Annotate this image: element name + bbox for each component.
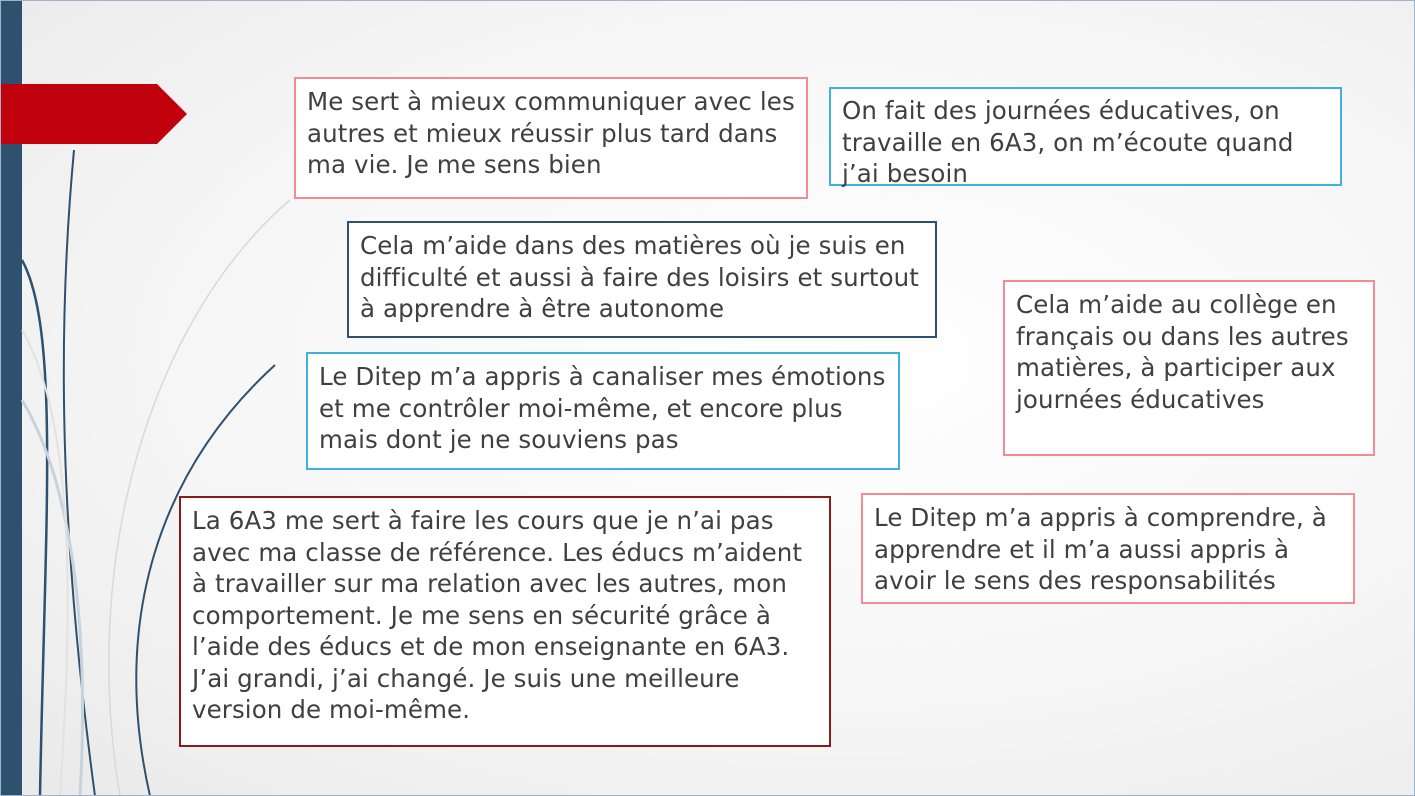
note-college-text: Cela m’aide au collège en français ou dans les autres matières, à participer aux journées éducatives [1016, 290, 1357, 414]
note-emotions [306, 352, 900, 470]
note-communiquer-text: Me sert à mieux communiquer avec les autres et mieux réussir plus tard dans ma vie. Je me sens bien [307, 87, 803, 179]
note-autonome-text: Cela m’aide dans des matières où je suis en difficulté et aussi à faire des loisirs et surtout à apprendre à être autonome [360, 231, 927, 323]
note-6a3 [179, 496, 831, 747]
note-journees-educatives [829, 87, 1342, 186]
note-journees-text: On fait des journées éducatives, on travaille en 6A3, on m’écoute quand j’ai besoin [842, 96, 1302, 188]
note-emotions-text: Le Ditep m’a appris à canaliser mes émotions et me contrôler moi-même, et encore plus mais dont je ne souviens pas [319, 362, 894, 454]
red-arrow-shape [0, 84, 187, 144]
note-responsabilites-text: Le Ditep m’a appris à comprendre, à apprendre et il m’a aussi appris à avoir le sens des responsabilités [874, 503, 1335, 595]
note-responsabilites [861, 493, 1355, 604]
note-communiquer [294, 77, 808, 199]
note-college [1003, 280, 1375, 456]
note-6a3-text: La 6A3 me sert à faire les cours que je n’ai pas avec ma classe de référence. Les éducs m’aident à travailler sur ma relation avec les autres, mon comportement. Je me sens en sécurité grâce à l’aide des éducs et de mon enseignante en 6A3. J’ai grandi, j’ai changé. Je suis une meilleure version de moi-même. [192, 506, 811, 724]
note-autonome [347, 221, 937, 338]
